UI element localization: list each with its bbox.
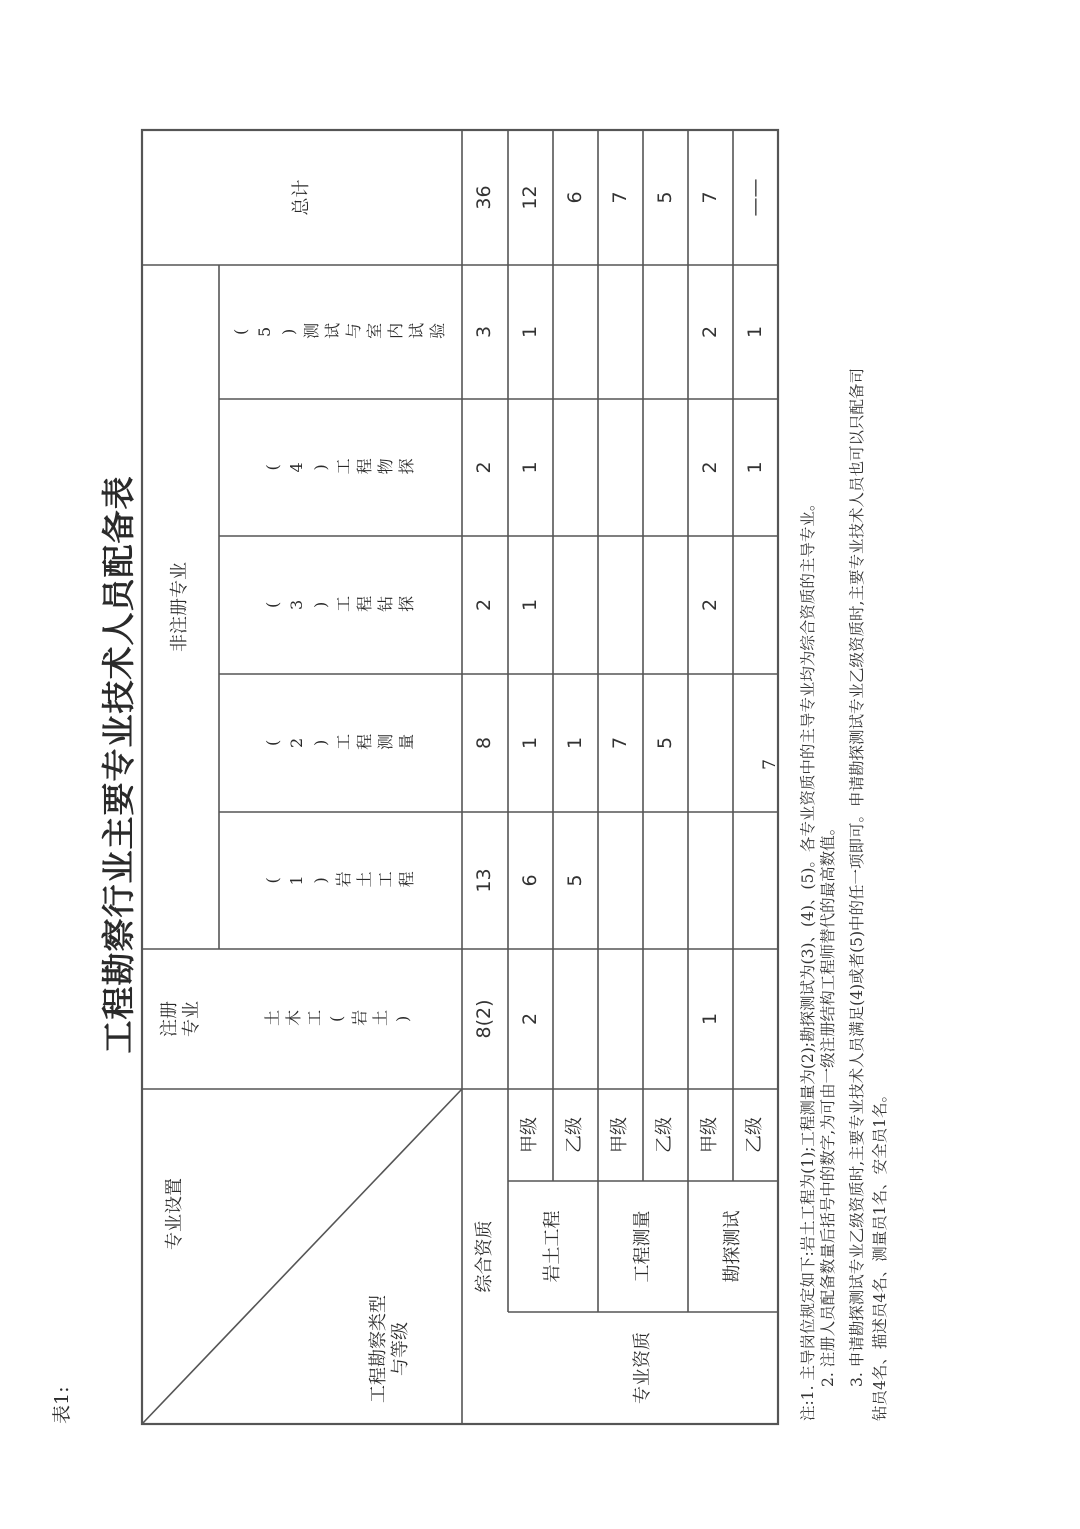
table-cell — [553, 399, 598, 536]
table-cell: 2 — [698, 461, 721, 474]
table-label: 表1: — [51, 1386, 73, 1424]
table-cell-total: 5 — [653, 191, 676, 204]
grade-b-label: 乙级 — [564, 1117, 586, 1153]
page-number: 7 — [760, 759, 780, 770]
table-cell-total: 7 — [698, 191, 721, 204]
table-cell-total: 12 — [518, 185, 541, 210]
note-line: 2. 注册人员配备数量后括号中的数字,为可由一级注册结构工程师替代的最高数值。 — [819, 819, 837, 1387]
table-cell — [643, 949, 688, 1089]
document-title: 工程勘察行业主要专业技术人员配备表 — [99, 475, 138, 1054]
table-cell: 6 — [518, 874, 541, 887]
row-header-testing: 勘探测试 — [721, 1210, 743, 1283]
column-header-geotech-engineering: (1)岩土工程 — [262, 870, 419, 890]
table-cell — [643, 812, 688, 949]
table-cell: 1 — [743, 325, 766, 339]
table-cell: 1 — [563, 736, 586, 750]
column-header-engineering-survey: (2)工程测量 — [262, 733, 419, 753]
row-header-comprehensive: 综合资质 — [473, 1220, 495, 1293]
column-header-engineering-geophysics: (4)工程物探 — [262, 457, 419, 477]
table-cell: 8 — [473, 736, 496, 750]
table-cell: 5 — [563, 874, 586, 887]
corner-header-type-grade: 工程勘察类型 与等级 — [367, 1295, 411, 1403]
table-cell — [643, 265, 688, 399]
column-header-testing-lab: (5)测试与室内试验 — [231, 322, 450, 342]
table-cell-total: 6 — [563, 191, 586, 204]
note-line: 注:1. 主导岗位规定如下:岩土工程为(1);工程测量为(2);勘探测试为(3)、(4)、(5)。各专业资质中的主导专业均为综合资质的主导专业。 — [799, 495, 817, 1421]
table-cell — [598, 265, 643, 399]
table-cell: 2 — [698, 598, 721, 612]
non-registered-specialty-header: 非注册专业 — [169, 562, 191, 652]
grade-b-label: 乙级 — [744, 1117, 766, 1153]
table-cell: 3 — [473, 325, 496, 339]
table-cell: 1 — [743, 461, 766, 474]
grade-a-label: 甲级 — [699, 1117, 721, 1153]
table-cell — [553, 536, 598, 674]
table-cell — [553, 949, 598, 1089]
table-cell: 1 — [518, 325, 541, 339]
corner-header-specialty: 专业设置 — [163, 1178, 185, 1250]
table-cell: 1 — [518, 736, 541, 750]
total-header: 总计 — [290, 179, 312, 216]
table-cell-total: 7 — [608, 191, 631, 204]
grade-b-label: 乙级 — [654, 1117, 676, 1153]
row-header-specialty: 专业资质 — [631, 1332, 653, 1404]
table-cell: 2 — [473, 461, 496, 474]
column-header-civil-geotech: 土木工(岩土) — [264, 1009, 417, 1029]
table-cell: 13 — [473, 868, 496, 893]
table-cell: 5 — [653, 736, 676, 750]
table-cell — [643, 399, 688, 536]
table-cell: 2 — [473, 598, 496, 612]
note-line: 钻员4名、描述员4名、测量员1名、安全员1名。 — [871, 1087, 889, 1421]
table-cell-total: 36 — [473, 185, 496, 210]
table-cell — [598, 536, 643, 674]
table-cell — [598, 949, 643, 1089]
column-header-engineering-drilling: (3)工程钻探 — [262, 595, 419, 615]
table-cell — [598, 399, 643, 536]
registered-specialty-header: 注册 专业 — [158, 1001, 202, 1037]
row-header-geotech: 岩土工程 — [541, 1210, 563, 1283]
grade-a-label: 甲级 — [609, 1117, 631, 1153]
table-cell: 1 — [518, 461, 541, 474]
table-cell — [643, 536, 688, 674]
table-cell: 1 — [698, 1012, 721, 1026]
table-cell: 2 — [518, 1012, 541, 1026]
table-cell: 7 — [608, 736, 631, 750]
table-cell: 1 — [518, 598, 541, 612]
grade-a-label: 甲级 — [519, 1117, 541, 1153]
table-cell — [688, 812, 733, 949]
table-cell — [553, 265, 598, 399]
table-cell: 2 — [698, 325, 721, 339]
note-line: 3. 申请勘探测试专业乙级资质时,主要专业技术人员满足(4)或者(5)中的任一项即可。申请勘探测试专业乙级资质时,主要专业技术人员也可以只配备司 — [848, 368, 866, 1387]
table-cell — [598, 812, 643, 949]
table-cell-total: —— — [743, 178, 766, 217]
row-header-survey: 工程测量 — [631, 1210, 653, 1283]
table-cell: 8(2) — [473, 999, 496, 1039]
table-cell — [688, 674, 733, 812]
